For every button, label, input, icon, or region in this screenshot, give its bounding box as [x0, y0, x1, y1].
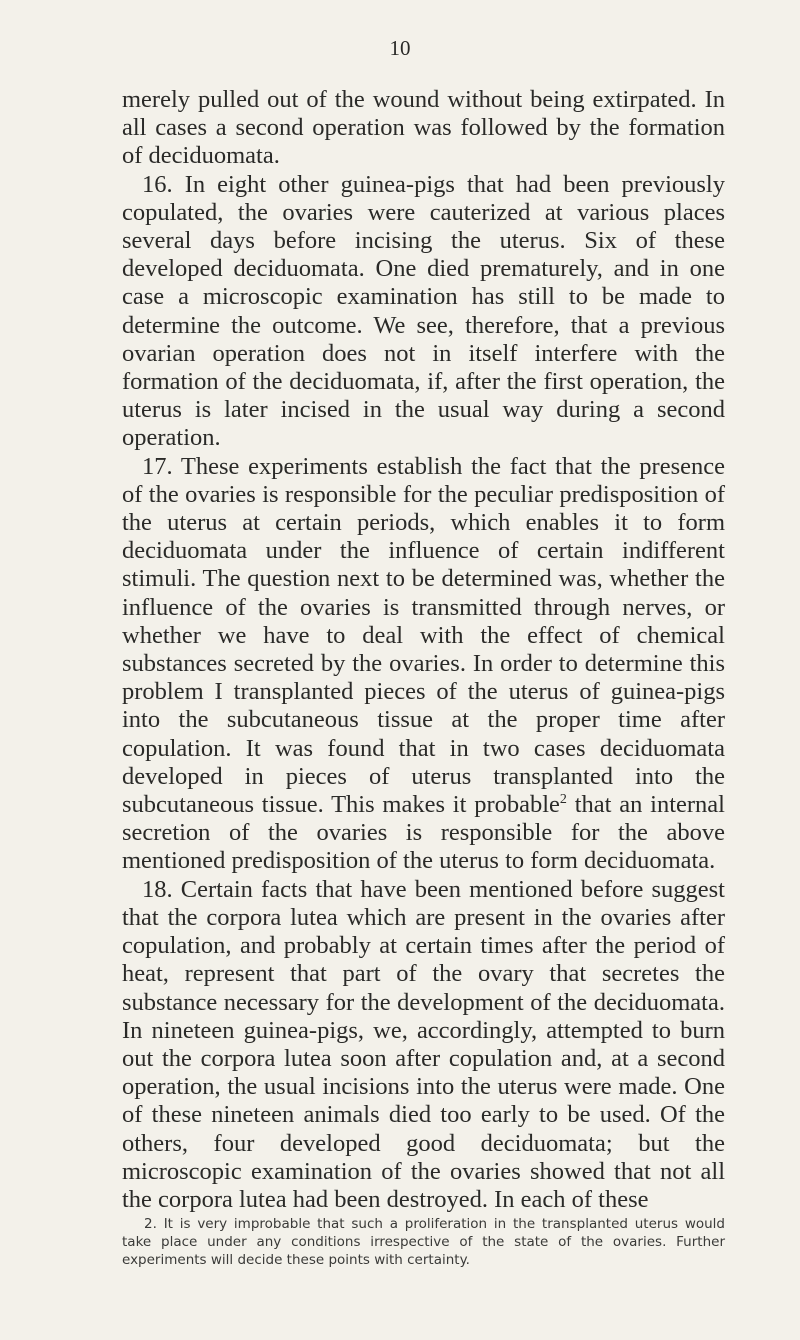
body-text: [122, 86, 725, 1214]
paragraph-16: 16. In eight other guinea-pigs that had been previously copulated, the ovaries were cauterized at various places several days before incising the uterus. Six of these developed deciduomata. One died prematurely, and in one case a microscopic examination has still to be made to determine the outcome. We see, therefore, that a previous ovarian operation does not in itself interfere with the formation of the deciduomata, if, after the first operation, the uterus is later incised in the usual way during a second operation.: [122, 170, 725, 452]
paragraph-18: 18. Certain facts that have been mentioned before suggest that the corpora lutea which are present in the ovaries after copulation, and probably at certain times after the period of heat, represent that part of the ovary that secretes the substance necessary for the development of the deciduomata. In nineteen guinea-pigs, we, accordingly, attempted to burn out the corpora lutea soon after copulation and, at a second operation, the usual incisions into the uterus were made. One of these nineteen animals died too early to be used. Of the others, four developed good deciduomata; but the microscopic examination of the ovaries showed that not all the corpora lutea had been destroyed. In each of these: [122, 875, 725, 1213]
footnote: [122, 1215, 725, 1269]
paragraph-17-text: 17. These experiments establish the fact that the presence of the ovaries is responsible for the peculiar predisposition of the uterus at certain periods, which enables it to form deciduomata under the influence of certain indifferent stimuli. The question next to be determined was, whether the influence of the ovaries is transmitted through nerves, or whether we have to deal with the effect of chemical substances secreted by the ovaries. In order to determine this problem I transplanted pieces of the uterus of guinea-pigs into the subcutaneous tissue at the proper time after copulation. It was found that in two cases deciduomata developed in pieces of uterus transplanted into the subcutaneous tissue. This makes it probable: [122, 452, 725, 819]
paragraph-17-text-end: that an internal secretion of the ovaries is responsible for the above mentioned predisposition of the uterus to form deciduomata.: [122, 791, 725, 875]
footnote-reference: 2: [559, 791, 567, 807]
paragraph-continued: merely pulled out of the wound without being extirpated. In all cases a second operation was followed by the formation of deciduomata.: [122, 86, 725, 170]
footnote-marker: 2.: [144, 1216, 157, 1232]
paragraph-17: [122, 453, 725, 876]
footnote-text: It is very improbable that such a proliferation in the transplanted uterus would take place under any conditions irrespective of the state of the ovaries. Further experiments will decide these points with certainty.: [122, 1216, 725, 1268]
page-number: 10: [389, 36, 411, 60]
